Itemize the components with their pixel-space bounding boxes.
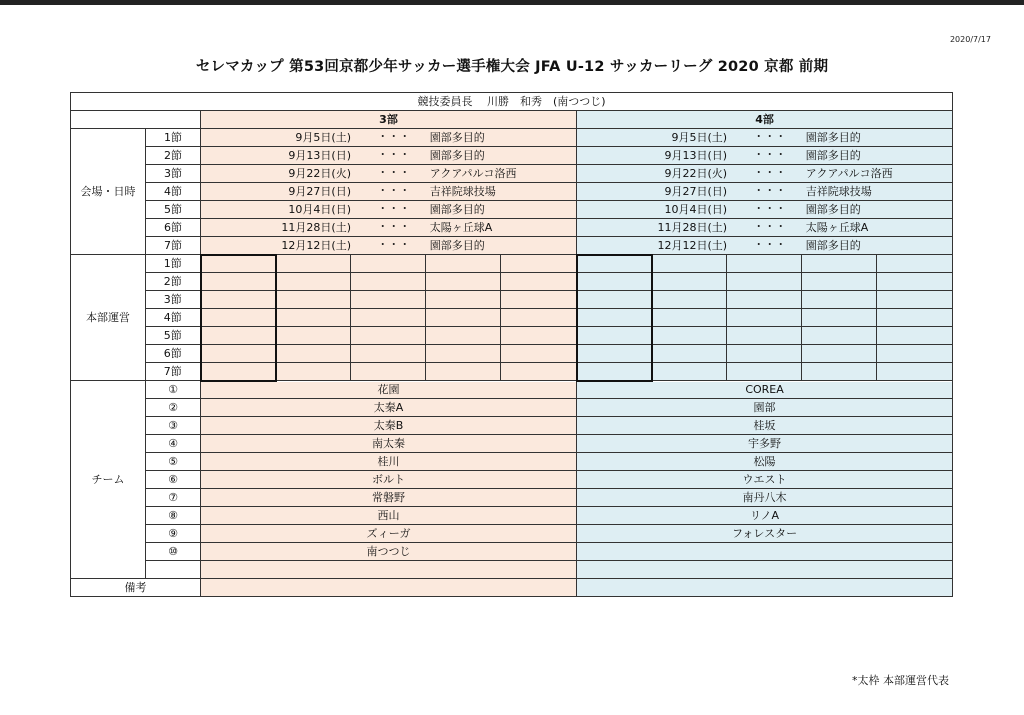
lead-operation-cell xyxy=(201,309,276,327)
operation-cell xyxy=(351,273,426,291)
separator-dots: ・・・ xyxy=(753,148,787,161)
schedule-cell-div4 xyxy=(577,237,953,255)
operation-cell xyxy=(877,363,953,381)
operation-cell xyxy=(351,345,426,363)
operation-cell xyxy=(727,345,802,363)
operation-cell xyxy=(877,327,953,345)
operation-cell xyxy=(652,345,727,363)
match-date: 10月4日(日) xyxy=(288,203,351,216)
operation-cell xyxy=(351,291,426,309)
schedule-table xyxy=(70,92,953,597)
operation-cell xyxy=(426,345,501,363)
team-number: ⑦ xyxy=(146,489,201,507)
lead-operation-cell xyxy=(577,309,652,327)
operation-cell xyxy=(652,327,727,345)
team-number: ⑨ xyxy=(146,525,201,543)
match-date: 9月27日(日) xyxy=(664,185,728,198)
schedule-cell-div4 xyxy=(577,147,953,165)
match-venue: 園部多目的 xyxy=(429,149,485,162)
team-div4 xyxy=(577,543,953,561)
schedule-cell-div4 xyxy=(577,219,953,237)
operation-cell xyxy=(501,291,577,309)
venue-category: 会場・日時 xyxy=(71,129,146,255)
round-label: 1節 xyxy=(146,129,201,147)
schedule-cell-div4 xyxy=(577,183,953,201)
match-date: 11月28日(土) xyxy=(657,221,728,234)
operation-cell xyxy=(276,255,351,273)
lead-operation-cell xyxy=(577,363,652,381)
operation-cell xyxy=(727,255,802,273)
match-date: 9月5日(土) xyxy=(671,131,728,144)
team-div3: ズィーガ xyxy=(201,525,577,543)
team-div3: 南太秦 xyxy=(201,435,577,453)
match-venue: 太陽ヶ丘球A xyxy=(429,221,493,234)
operation-cell xyxy=(501,255,577,273)
schedule-cell-div3 xyxy=(201,129,577,147)
round-label: 5節 xyxy=(146,327,201,345)
operation-cell xyxy=(426,273,501,291)
operation-cell xyxy=(727,273,802,291)
operation-cell xyxy=(501,273,577,291)
top-border xyxy=(0,0,1024,5)
operation-cell xyxy=(802,345,877,363)
operation-cell xyxy=(727,327,802,345)
team-div3: 太秦B xyxy=(201,417,577,435)
match-date: 11月28日(土) xyxy=(281,221,351,234)
lead-operation-cell xyxy=(577,273,652,291)
team-div3: ボルト xyxy=(201,471,577,489)
separator-dots: ・・・ xyxy=(377,166,411,179)
separator-dots: ・・・ xyxy=(753,238,787,251)
separator-dots: ・・・ xyxy=(377,148,411,161)
operation-cell xyxy=(351,255,426,273)
lead-operation-cell xyxy=(201,273,276,291)
round-label: 7節 xyxy=(146,237,201,255)
lead-operation-cell xyxy=(201,363,276,381)
operation-cell xyxy=(276,327,351,345)
team-number: ④ xyxy=(146,435,201,453)
operation-cell xyxy=(276,309,351,327)
team-number: ② xyxy=(146,399,201,417)
team-number: ⑥ xyxy=(146,471,201,489)
operation-cell xyxy=(426,327,501,345)
round-label: 2節 xyxy=(146,273,201,291)
schedule-cell-div3 xyxy=(201,147,577,165)
separator-dots: ・・・ xyxy=(377,130,411,143)
separator-dots: ・・・ xyxy=(753,202,787,215)
separator-dots: ・・・ xyxy=(377,220,411,233)
operation-cell xyxy=(652,291,727,309)
operation-cell xyxy=(351,363,426,381)
lead-operation-cell xyxy=(201,291,276,309)
match-date: 9月13日(日) xyxy=(288,149,351,162)
remarks-div3 xyxy=(201,579,577,597)
operation-cell xyxy=(877,309,953,327)
operation-cell xyxy=(652,255,727,273)
team-number xyxy=(146,561,201,579)
operation-category: 本部運営 xyxy=(71,255,146,381)
team-div4: フォレスター xyxy=(577,525,953,543)
round-label: 4節 xyxy=(146,309,201,327)
lead-operation-cell xyxy=(201,327,276,345)
team-number: ⑩ xyxy=(146,543,201,561)
operation-cell xyxy=(802,273,877,291)
division-3-header: 3部 xyxy=(201,111,577,129)
operation-cell xyxy=(652,309,727,327)
schedule-cell-div3 xyxy=(201,237,577,255)
separator-dots: ・・・ xyxy=(753,220,787,233)
operation-cell xyxy=(727,291,802,309)
operation-cell xyxy=(426,309,501,327)
lead-operation-cell xyxy=(577,345,652,363)
operation-cell xyxy=(877,255,953,273)
schedule-cell-div3 xyxy=(201,183,577,201)
team-number: ① xyxy=(146,381,201,399)
round-label: 3節 xyxy=(146,165,201,183)
lead-operation-cell xyxy=(577,291,652,309)
operation-cell xyxy=(501,309,577,327)
schedule-cell-div3 xyxy=(201,201,577,219)
team-number: ⑤ xyxy=(146,453,201,471)
team-div4: リノA xyxy=(577,507,953,525)
round-label: 4節 xyxy=(146,183,201,201)
lead-operation-cell xyxy=(201,345,276,363)
team-div3: 桂川 xyxy=(201,453,577,471)
match-venue: アクアパルコ洛西 xyxy=(805,167,893,180)
operation-cell xyxy=(802,327,877,345)
match-date: 9月5日(土) xyxy=(295,131,351,144)
match-date: 12月12日(土) xyxy=(657,239,728,252)
schedule-cell-div4 xyxy=(577,201,953,219)
team-div3: 南つつじ xyxy=(201,543,577,561)
remarks-div4 xyxy=(577,579,953,597)
match-venue: 園部多目的 xyxy=(805,131,861,144)
team-number: ③ xyxy=(146,417,201,435)
match-venue: 太陽ヶ丘球A xyxy=(805,221,869,234)
round-label: 2節 xyxy=(146,147,201,165)
match-venue: 吉祥院球技場 xyxy=(429,185,496,198)
team-div3: 花園 xyxy=(201,381,577,399)
operation-cell xyxy=(276,291,351,309)
lead-operation-cell xyxy=(577,327,652,345)
corner-cell xyxy=(71,111,201,129)
teams-category: チーム xyxy=(71,381,146,579)
separator-dots: ・・・ xyxy=(753,130,787,143)
separator-dots: ・・・ xyxy=(753,166,787,179)
operation-cell xyxy=(877,273,953,291)
operation-cell xyxy=(276,345,351,363)
operation-cell xyxy=(802,309,877,327)
page-title: セレマカップ 第53回京都少年サッカー選手権大会 JFA U-12 サッカーリーグ 2020 京都 前期 xyxy=(195,59,829,75)
lead-operation-cell xyxy=(577,255,652,273)
round-label: 7節 xyxy=(146,363,201,381)
operation-cell xyxy=(802,291,877,309)
operation-cell xyxy=(802,363,877,381)
schedule-cell-div4 xyxy=(577,129,953,147)
operation-cell xyxy=(727,363,802,381)
team-div3: 太秦A xyxy=(201,399,577,417)
round-label: 1節 xyxy=(146,255,201,273)
operation-cell xyxy=(727,309,802,327)
separator-dots: ・・・ xyxy=(377,184,411,197)
schedule-sheet xyxy=(70,92,952,597)
operation-cell xyxy=(426,363,501,381)
round-label: 5節 xyxy=(146,201,201,219)
operation-cell xyxy=(426,291,501,309)
operation-cell xyxy=(652,273,727,291)
team-div4: 桂坂 xyxy=(577,417,953,435)
match-date: 12月12日(土) xyxy=(281,239,351,252)
match-date: 9月27日(日) xyxy=(288,185,351,198)
team-div3: 常磐野 xyxy=(201,489,577,507)
operation-cell xyxy=(877,291,953,309)
operation-cell xyxy=(351,327,426,345)
round-label: 6節 xyxy=(146,345,201,363)
match-venue: 園部多目的 xyxy=(805,203,861,216)
round-label: 6節 xyxy=(146,219,201,237)
match-date: 10月4日(日) xyxy=(664,203,728,216)
lead-operation-cell xyxy=(201,255,276,273)
match-date: 9月13日(日) xyxy=(664,149,728,162)
footnote: *太枠 本部運営代表 xyxy=(852,674,949,687)
operation-cell xyxy=(426,255,501,273)
team-div3: 西山 xyxy=(201,507,577,525)
schedule-cell-div3 xyxy=(201,165,577,183)
match-venue: 園部多目的 xyxy=(429,131,485,144)
remarks-category: 備考 xyxy=(71,579,201,597)
match-venue: 吉祥院球技場 xyxy=(805,185,872,198)
separator-dots: ・・・ xyxy=(377,202,411,215)
match-venue: アクアパルコ洛西 xyxy=(429,167,517,180)
operation-cell xyxy=(276,363,351,381)
separator-dots: ・・・ xyxy=(377,238,411,251)
division-4-header: 4部 xyxy=(577,111,953,129)
operation-cell xyxy=(501,363,577,381)
match-venue: 園部多目的 xyxy=(429,203,485,216)
operation-cell xyxy=(802,255,877,273)
schedule-cell-div4 xyxy=(577,165,953,183)
match-venue: 園部多目的 xyxy=(429,239,485,252)
team-div4: COREA xyxy=(577,381,953,399)
schedule-cell-div3 xyxy=(201,219,577,237)
match-venue: 園部多目的 xyxy=(805,239,861,252)
document-date: 2020/7/17 xyxy=(949,35,991,44)
match-date: 9月22日(火) xyxy=(288,167,351,180)
separator-dots: ・・・ xyxy=(753,184,787,197)
operation-cell xyxy=(501,327,577,345)
operation-cell xyxy=(351,309,426,327)
match-venue: 園部多目的 xyxy=(805,149,861,162)
team-div4: 宇多野 xyxy=(577,435,953,453)
match-date: 9月22日(火) xyxy=(664,167,728,180)
team-number: ⑧ xyxy=(146,507,201,525)
team-div4: ウエスト xyxy=(577,471,953,489)
team-div4: 南丹八木 xyxy=(577,489,953,507)
round-label: 3節 xyxy=(146,291,201,309)
operation-cell xyxy=(877,345,953,363)
operation-cell xyxy=(276,273,351,291)
operation-cell xyxy=(501,345,577,363)
team-div4 xyxy=(577,561,953,579)
committee-chair: 競技委員長 川勝 和秀 (南つつじ) xyxy=(71,93,953,111)
team-div4: 園部 xyxy=(577,399,953,417)
team-div4: 松陽 xyxy=(577,453,953,471)
team-div3 xyxy=(201,561,577,579)
operation-cell xyxy=(652,363,727,381)
